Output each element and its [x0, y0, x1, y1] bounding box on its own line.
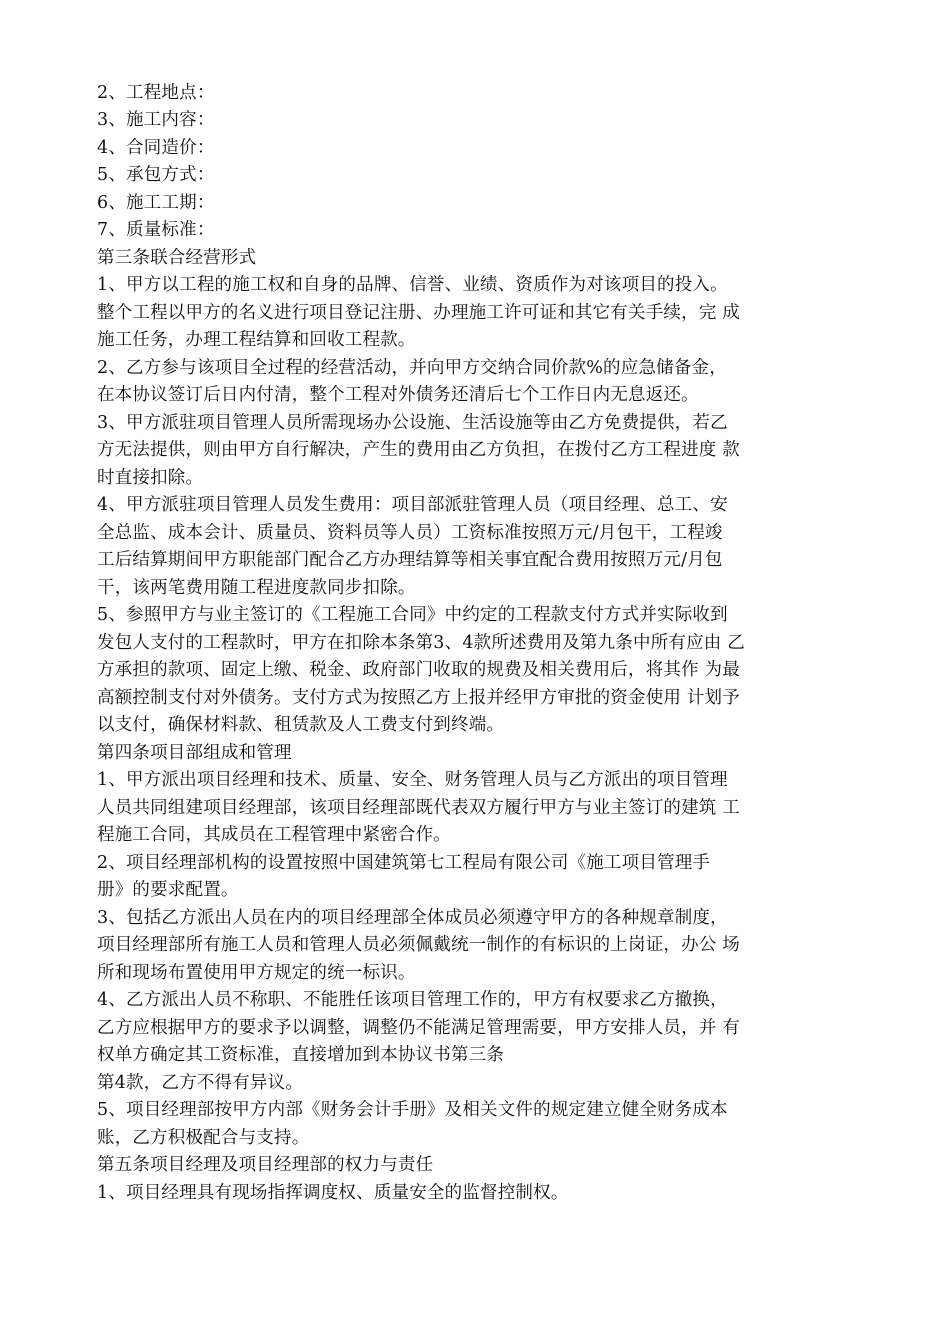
text-line: 项目经理部所有施工人员和管理人员必须佩戴统一制作的有标识的上岗证，办公 场 [97, 935, 740, 955]
text-line: 以支付，确保材料款、租赁款及人工费支付到终端。 [97, 715, 505, 735]
text-line: 在本协议签订后日内付清，整个工程对外债务还清后七个工作日内无息返还。 [97, 385, 699, 405]
text-line: 工后结算期间甲方职能部门配合乙方办理结算等相关事宜配合费用按照万元/月包 [97, 550, 723, 570]
text-line: 1、项目经理具有现场指挥调度权、质量安全的监督控制权。 [97, 1183, 569, 1203]
section-heading: 第三条联合经营形式 [97, 248, 257, 268]
text-line: 整个工程以甲方的名义进行项目登记注册、办理施工许可证和其它有关手续，完 成 [97, 303, 740, 323]
text-line: 发包人支付的工程款时，甲方在扣除本条第3、4款所述费用及第九条中所有应由 乙 [97, 633, 745, 653]
text-line: 所和现场布置使用甲方规定的统一标识。 [97, 963, 416, 983]
section-heading: 第五条项目经理及项目经理部的权力与责任 [97, 1155, 434, 1175]
text-line: 3、包括乙方派出人员在内的项目经理部全体成员必须遵守甲方的各种规章制度， [97, 908, 728, 928]
text-line: 6、施工工期： [97, 193, 215, 213]
text-line: 方承担的款项、固定上缴、税金、政府部门收取的规费及相关费用后，将其作 为最 [97, 660, 740, 680]
text-line: 干，该两笔费用随工程进度款同步扣除。 [97, 578, 416, 598]
text-line: 第4款，乙方不得有异议。 [97, 1073, 304, 1093]
text-line: 人员共同组建项目经理部，该项目经理部既代表双方履行甲方与业主签订的建筑 工 [97, 798, 740, 818]
text-line: 3、施工内容： [97, 110, 215, 130]
text-line: 账，乙方积极配合与支持。 [97, 1128, 310, 1148]
text-line: 方无法提供，则由甲方自行解决，产生的费用由乙方负担，在拨付乙方工程进度 款 [97, 440, 740, 460]
text-line: 7、质量标准： [97, 220, 215, 240]
text-line: 3、甲方派驻项目管理人员所需现场办公设施、生活设施等由乙方免费提供，若乙 [97, 413, 728, 433]
text-line: 4、乙方派出人员不称职、不能胜任该项目管理工作的，甲方有权要求乙方撤换， [97, 990, 728, 1010]
text-line: 5、参照甲方与业主签订的《工程施工合同》中约定的工程款支付方式并实际收到 [97, 605, 728, 625]
text-line: 全总监、成本会计、质量员、资料员等人员）工资标准按照万元/月包干，工程竣 [97, 523, 723, 543]
text-line: 1、甲方以工程的施工权和自身的品牌、信誉、业绩、资质作为对该项目的投入。 [97, 275, 728, 295]
text-line: 程施工合同，其成员在工程管理中紧密合作。 [97, 825, 451, 845]
text-line: 4、合同造价： [97, 138, 215, 158]
text-line: 高额控制支付对外债务。支付方式为按照乙方上报并经甲方审批的资金使用 计划予 [97, 688, 740, 708]
text-line: 册》的要求配置。 [97, 880, 239, 900]
text-line: 时直接扣除。 [97, 468, 204, 488]
text-line: 乙方应根据甲方的要求予以调整，调整仍不能满足管理需要，甲方安排人员，并 有 [97, 1018, 740, 1038]
text-line: 5、项目经理部按甲方内部《财务会计手册》及相关文件的规定建立健全财务成本 [97, 1100, 728, 1120]
text-line: 2、项目经理部机构的设置按照中国建筑第七工程局有限公司《施工项目管理手 [97, 853, 711, 873]
text-line: 权单方确定其工资标准，直接增加到本协议书第三条 [97, 1045, 505, 1065]
text-line: 2、乙方参与该项目全过程的经营活动，并向甲方交纳合同价款%的应急储备金， [97, 358, 727, 378]
text-line: 5、承包方式： [97, 165, 215, 185]
text-line: 2、工程地点： [97, 83, 215, 103]
text-line: 1、甲方派出项目经理和技术、质量、安全、财务管理人员与乙方派出的项目管理 [97, 770, 728, 790]
text-line: 4、甲方派驻项目管理人员发生费用：项目部派驻管理人员（项目经理、总工、安 [97, 495, 728, 515]
text-line: 施工任务，办理工程结算和回收工程款。 [97, 330, 416, 350]
section-heading: 第四条项目部组成和管理 [97, 743, 292, 763]
